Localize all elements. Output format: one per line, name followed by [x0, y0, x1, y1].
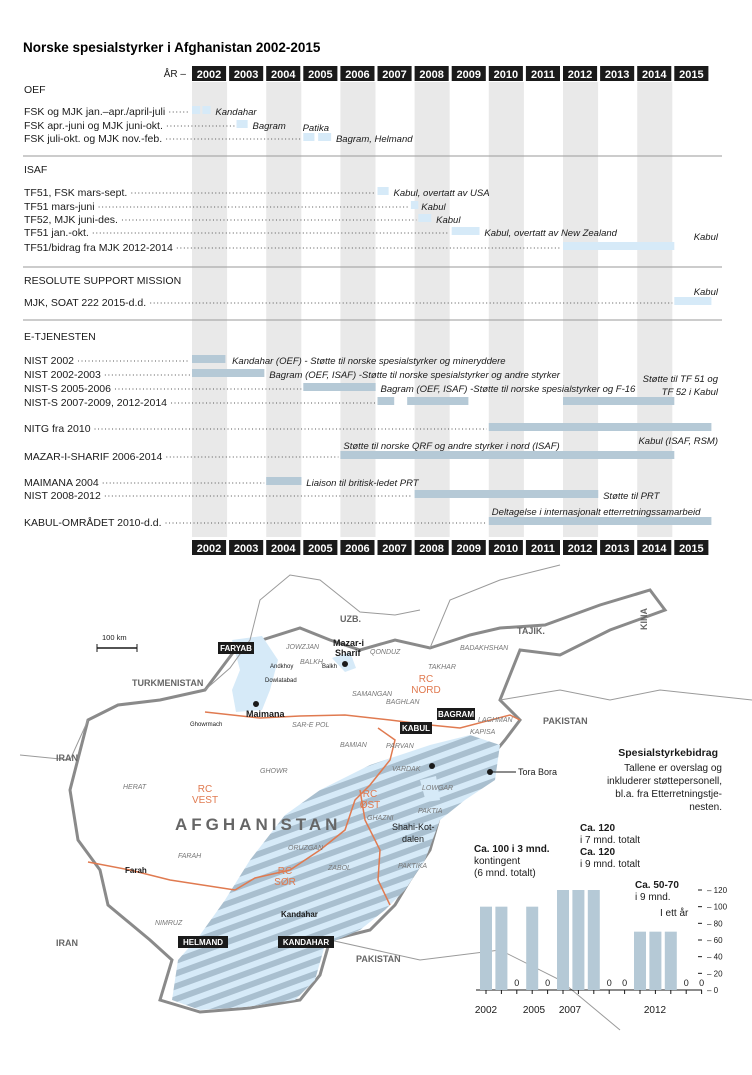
contrib-annotation: I ett år	[660, 908, 689, 919]
city-dot	[429, 763, 435, 769]
year-header-label: 2004	[271, 543, 296, 555]
e-tjenesten-bar	[415, 490, 599, 498]
year-header-label: 2012	[567, 543, 593, 555]
timeline	[23, 66, 722, 555]
row-note: Liaison til britisk-ledet PRT	[306, 478, 419, 489]
contrib-zero-label: 0	[514, 978, 520, 988]
province-label: BAMIAN	[340, 742, 367, 749]
province-label: SAMANGAN	[352, 691, 393, 698]
e-tjenesten-bar	[192, 369, 264, 377]
rc-label: RC	[197, 784, 213, 795]
province-label: GHOWR	[260, 768, 288, 775]
country-label: PAKISTAN	[543, 716, 588, 726]
e-tjenesten-bar	[266, 477, 301, 485]
contrib-annotation: (6 mnd. totalt)	[474, 868, 536, 879]
province-label: ORUZGAN	[288, 845, 323, 852]
e-tjenesten-bar	[340, 451, 674, 459]
section-title: E-TJENESTEN	[24, 331, 96, 343]
year-header-label: 2014	[642, 543, 667, 555]
row-label: TF51/bidrag fra MJK 2012-2014	[24, 242, 173, 254]
contrib-bar	[665, 932, 677, 990]
rc-label: RC	[362, 789, 378, 800]
province-label: JOWZJAN	[286, 644, 320, 651]
row-note: Støtte til TF 51 og	[642, 374, 718, 385]
contrib-annotation: Ca. 120	[580, 823, 616, 834]
province-label: FARAH	[178, 853, 202, 860]
y-tick-label: – 60	[707, 936, 723, 945]
rc-label: ØST	[359, 800, 381, 811]
rc-label: SØR	[274, 877, 296, 888]
contrib-bar	[572, 890, 584, 990]
country-label: TAJIK.	[517, 626, 545, 636]
year-header-label: 2002	[196, 69, 222, 81]
sof-bar	[378, 187, 389, 195]
row-label: NIST-S 2005-2006	[24, 383, 111, 395]
province-label: GHAZNI	[367, 815, 394, 822]
year-header-label: 2008	[419, 69, 444, 81]
year-header-label: 2002	[196, 543, 222, 555]
x-tick-label: 2012	[643, 1005, 667, 1016]
e-tjenesten-bar	[489, 423, 712, 431]
sof-bar	[418, 214, 431, 222]
year-header-label: 2003	[233, 69, 259, 81]
contrib-bar	[634, 932, 646, 990]
contrib-annotation: i 9 mnd.	[635, 892, 671, 903]
row-label: MAZAR-I-SHARIF 2006-2014	[24, 451, 163, 463]
y-tick-label: – 0	[707, 986, 719, 995]
contrib-desc: Tallene er overslag og	[624, 763, 722, 774]
country-label: IRAN	[56, 938, 78, 948]
province-label: BAGHLAN	[386, 699, 420, 706]
e-tjenesten-bar	[407, 397, 468, 405]
city-label: Tora Bora	[518, 767, 558, 777]
year-column-shade	[340, 82, 375, 537]
contrib-annotation: i 7 mnd. totalt	[580, 835, 641, 846]
row-label: FSK og MJK jan.–apr./april-juli	[24, 106, 166, 118]
year-header-label: 2007	[382, 69, 407, 81]
city-label: Ghowrmach	[190, 722, 223, 728]
x-tick-label: 2005	[522, 1005, 546, 1016]
year-column-shade	[415, 82, 450, 537]
year-column-shade	[266, 82, 301, 537]
sof-bar	[202, 106, 210, 114]
year-header-label: 2011	[531, 69, 555, 81]
province-label: LAGHMAN	[478, 717, 513, 724]
city-label: Maimana	[246, 709, 285, 719]
row-note: Kabul, overtatt av USA	[393, 188, 490, 199]
year-header-label: 2010	[493, 543, 519, 555]
row-label: TF52, MJK juni-des.	[24, 214, 118, 226]
row-label: NITG fra 2010	[24, 423, 91, 435]
map-box-label: BAGRAM	[438, 710, 474, 719]
row-note: Patika	[302, 123, 329, 134]
row-note: Kabul (ISAF, RSM)	[638, 436, 718, 447]
e-tjenesten-bar	[378, 397, 395, 405]
contrib-title: Spesialstyrkebidrag	[618, 747, 718, 759]
row-note: Kandahar (OEF) - Støtte til norske spesialstyrker og mineryddere	[232, 356, 506, 367]
contrib-annotation: i 9 mnd. totalt	[580, 859, 641, 870]
row-note: Kabul	[436, 215, 461, 226]
province-label: PAKTIKA	[398, 863, 428, 870]
row-note: Kabul	[421, 202, 446, 213]
row-note: Deltagelse i internasjonalt etterretningssamarbeid	[491, 507, 701, 518]
year-column-shade	[192, 82, 227, 537]
row-note: Kabul	[693, 232, 718, 243]
contrib-bar	[588, 890, 600, 990]
year-header-label: 2005	[308, 69, 333, 81]
rc-label: RC	[418, 674, 434, 685]
country-label: PAKISTAN	[356, 954, 401, 964]
province-label: VARDAK	[392, 766, 421, 773]
row-note: Kandahar	[215, 107, 257, 118]
province-label: NIMRUZ	[155, 920, 183, 927]
rc-label: NORD	[411, 685, 441, 696]
row-label: TF51 jan.-okt.	[24, 227, 89, 239]
country-label: IRAN	[56, 753, 78, 763]
map	[20, 560, 752, 1070]
contrib-desc: inkluderer støttepersonell,	[606, 776, 722, 787]
e-tjenesten-bar	[563, 397, 674, 405]
year-header-label: 2013	[604, 543, 630, 555]
city-label: Balkh	[322, 664, 338, 670]
country-name: AFGHANISTAN	[175, 815, 342, 834]
row-label: NIST-S 2007-2009, 2012-2014	[24, 397, 168, 409]
year-header-label: 2013	[604, 69, 630, 81]
province-label: BADAKHSHAN	[460, 645, 509, 652]
row-label: KABUL-OMRÅDET 2010-d.d.	[24, 517, 162, 529]
year-header-label: 2009	[456, 543, 481, 555]
contrib-annotation: Ca. 120	[580, 847, 616, 858]
row-note: Bagram	[252, 121, 286, 132]
city-label: Dowlatabad	[265, 678, 297, 684]
city-label: Andkhoy	[270, 664, 294, 670]
row-note: Støtte til PRT	[603, 491, 660, 502]
row-label: TF51, FSK mars-sept.	[24, 187, 128, 199]
row-label: TF51 mars-juni	[24, 201, 95, 213]
year-column-shade	[637, 82, 672, 537]
sof-bar	[674, 297, 711, 305]
year-header-label: 2006	[345, 543, 370, 555]
city-label: Shahi-Kot-	[392, 822, 435, 832]
contrib-zero-label: 0	[699, 978, 705, 988]
row-label: NIST 2002	[24, 355, 75, 367]
sof-bar	[303, 133, 314, 141]
contrib-desc: nesten.	[689, 802, 722, 813]
sof-bar	[411, 201, 418, 209]
row-note: Kabul	[693, 287, 718, 298]
row-label: FSK apr.-juni og MJK juni-okt.	[24, 120, 163, 132]
row-label: MJK, SOAT 222 2015-d.d.	[24, 297, 147, 309]
year-axis-label: ÅR –	[163, 69, 186, 80]
map-box-label: FARYAB	[220, 644, 252, 653]
row-label: NIST 2002-2003	[24, 369, 101, 381]
contrib-bar	[526, 907, 538, 990]
country-label: TURKMENISTAN	[132, 678, 204, 688]
city-label: Mazar-i	[333, 638, 365, 648]
year-header-label: 2015	[679, 543, 704, 555]
sof-bar	[318, 133, 331, 141]
province-label: SAR-E POL	[292, 722, 330, 729]
year-header-label: 2007	[382, 543, 407, 555]
province-label: LOWGAR	[422, 785, 454, 792]
map-box-label: KABUL	[402, 724, 430, 733]
sof-bar	[192, 106, 200, 114]
y-tick-label: – 80	[707, 919, 723, 929]
province-label: PAKTIA	[418, 808, 443, 815]
year-header-label: 2012	[567, 69, 593, 81]
map-box-label: HELMAND	[183, 938, 223, 947]
contrib-bar	[649, 932, 661, 990]
year-header-label: 2014	[642, 69, 667, 81]
map-box-label: KANDAHAR	[282, 938, 330, 947]
year-header-label: 2004	[271, 69, 296, 81]
sof-bar	[563, 242, 674, 250]
y-tick-label: – 20	[707, 969, 723, 979]
contrib-annotation: kontingent	[474, 856, 521, 867]
year-header-label: 2005	[308, 543, 333, 555]
contrib-zero-label: 0	[545, 978, 551, 988]
row-note: TF 52 i Kabul	[661, 387, 718, 398]
contrib-zero-label: 0	[606, 978, 612, 988]
year-header-label: 2010	[493, 69, 519, 81]
rc-label: RC	[277, 866, 293, 877]
sof-bar	[237, 120, 248, 128]
city-label: dalen	[402, 834, 425, 844]
city-dot	[253, 701, 259, 707]
row-label: FSK juli-okt. og MJK nov.-feb.	[24, 133, 163, 145]
y-tick-label: – 40	[707, 952, 723, 962]
chart-title: Norske spesialstyrker i Afghanistan 2002-2015	[23, 40, 321, 55]
contrib-bar	[480, 907, 492, 990]
year-header-label: 2011	[531, 543, 555, 555]
sof-bar	[452, 227, 480, 235]
row-note: Bagram (OEF, ISAF) -Støtte til norske spesialstyrker og F-16	[380, 384, 636, 395]
province-label: BALKH	[300, 659, 323, 666]
year-header-label: 2003	[233, 543, 259, 555]
rc-label: VEST	[191, 795, 219, 806]
contrib-desc: bl.a. fra Etterretningstje-	[615, 789, 722, 800]
province-label: HERAT	[123, 784, 147, 791]
scale-label: 100 km	[102, 633, 127, 642]
contrib-bar	[495, 907, 507, 990]
contrib-annotation: Ca. 100 i 3 mnd.	[474, 844, 550, 855]
section-title: OEF	[24, 84, 46, 96]
y-tick-label: – 100	[707, 902, 728, 912]
row-note: Kabul, overtatt av New Zealand	[484, 228, 617, 239]
section-title: ISAF	[24, 164, 48, 176]
year-column-shade	[563, 82, 598, 537]
row-note: Bagram (OEF, ISAF) -Støtte til norske spesialstyrker og andre styrker	[269, 370, 560, 381]
e-tjenesten-bar	[489, 517, 712, 525]
city-label: Kandahar	[281, 910, 318, 919]
e-tjenesten-bar	[192, 355, 225, 363]
province-label: PARVAN	[386, 743, 414, 750]
year-header-label: 2015	[679, 69, 704, 81]
section-title: RESOLUTE SUPPORT MISSION	[24, 275, 182, 287]
contrib-annotation: Ca. 50-70	[635, 880, 679, 891]
year-header-label: 2008	[419, 543, 444, 555]
city-dot	[342, 661, 348, 667]
province-label: ZABOL	[328, 865, 351, 872]
city-label: Sharif	[335, 648, 361, 658]
row-note: Støtte til norske QRF og andre styrker i nord (ISAF)	[343, 441, 560, 452]
year-header-label: 2009	[456, 69, 481, 81]
contrib-zero-label: 0	[683, 978, 689, 988]
province-label: TAKHAR	[428, 664, 456, 671]
year-header-label: 2006	[345, 69, 370, 81]
city-label: Farah	[125, 866, 147, 875]
country-label: KINA	[639, 608, 649, 630]
contrib-bar	[557, 890, 569, 990]
contrib-zero-label: 0	[622, 978, 628, 988]
x-tick-label: 2002	[474, 1005, 498, 1016]
country-label: UZB.	[340, 614, 361, 624]
y-tick-label: – 120	[707, 886, 728, 895]
row-label: NIST 2008-2012	[24, 490, 101, 502]
province-label: KAPISA	[470, 729, 496, 736]
x-tick-label: 2007	[558, 1005, 582, 1016]
row-note: Bagram, Helmand	[335, 134, 413, 145]
e-tjenesten-bar	[303, 383, 375, 391]
year-column-shade	[489, 82, 524, 537]
province-label: QONDUZ	[370, 649, 401, 656]
row-label: MAIMANA 2004	[24, 477, 99, 489]
